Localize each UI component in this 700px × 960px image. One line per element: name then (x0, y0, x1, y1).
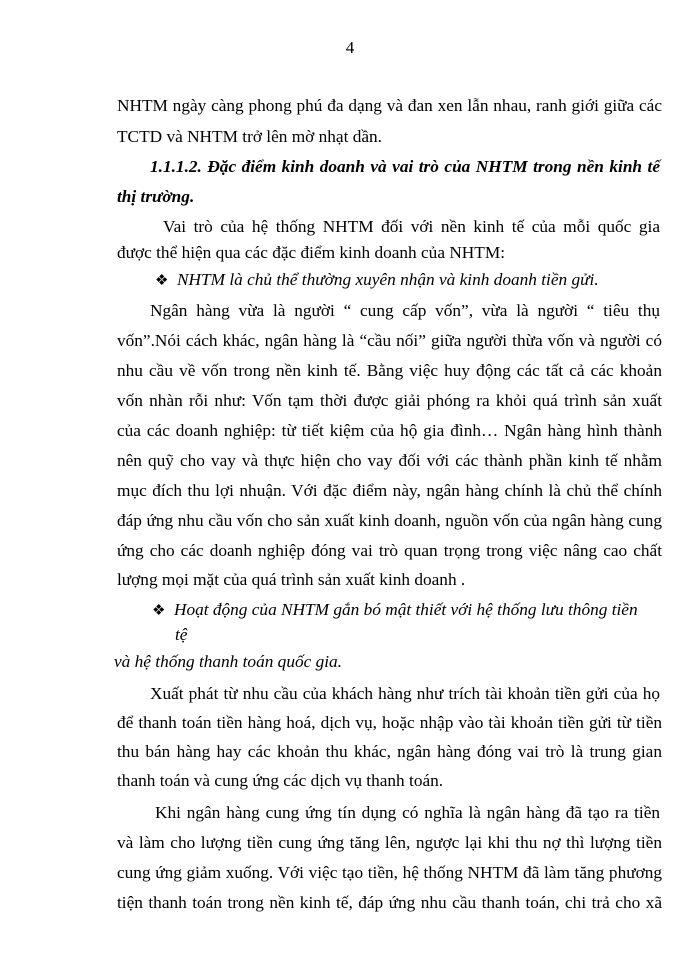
paragraph-line: lượng mọi mặt của quá trình sản xuất kinh doanh . (117, 570, 466, 589)
paragraph-line: Xuất phát từ nhu cầu của khách hàng như trích tài khoản tiền gửi của họ (150, 684, 660, 703)
bullet-item (152, 599, 660, 622)
paragraph-line: và làm cho lượng tiền cung ứng tăng lên, ngược lại khi thu nợ thì lượng tiền (117, 833, 662, 852)
paragraph-line: Khi ngân hàng cung ứng tín dụng có nghĩa là ngân hàng đã tạo ra tiền (155, 803, 660, 822)
paragraph-line: của các doanh nghiệp: từ tiết kiệm của hộ gia đình… Ngân hàng hình thành (117, 421, 662, 440)
paragraph-line: Vai trò của hệ thống NHTM đối với nền kinh tế của mỗi quốc gia (163, 217, 660, 236)
section-heading: 1.1.1.2. Đặc điểm kinh doanh và vai trò của NHTM trong nền kinh tế (150, 157, 660, 176)
paragraph-line: nên quỹ cho vay và thực hiện cho vay đối với các thành phần kinh tế nhằm (117, 451, 662, 470)
page-number: 4 (345, 38, 355, 57)
paragraph-line: được thể hiện qua các đặc điểm kinh doanh của NHTM: (117, 243, 506, 262)
paragraph-line: vốn nhàn rỗi như: Vốn tạm thời được giải phóng ra khỏi quá trình sản xuất (117, 391, 662, 410)
paragraph-line: ứng cho các doanh nghiệp đóng vai trò quan trọng trong việc nâng cao chất (117, 541, 662, 560)
paragraph-line: thanh toán và cung ứng các dịch vụ thanh toán. (117, 771, 444, 790)
paragraph-line: đáp ứng nhu cầu vốn cho sản xuất kinh doanh, nguồn vốn của ngân hàng cung (117, 511, 662, 530)
bullet-item (155, 269, 660, 292)
paragraph-line: cung ứng giảm xuống. Với việc tạo tiền, hệ thống NHTM đã làm tăng phương (117, 863, 662, 882)
paragraph-line: mục đích thu lợi nhuận. Với đặc điểm này, ngân hàng chính là chủ thể chính (117, 481, 662, 500)
paragraph-line: tiện thanh toán trong nền kinh tế, đáp ứng nhu cầu thanh toán, chi trả cho xã (117, 893, 662, 912)
paragraph-line: để thanh toán tiền hàng hoá, dịch vụ, hoặc nhập vào tài khoản tiền gửi từ tiền (117, 713, 662, 732)
diamond-bullet-icon: ❖ (155, 273, 169, 289)
paragraph-line: vốn”.Nói cách khác, ngân hàng là “cầu nối” giữa người thừa vốn và người có (117, 331, 662, 350)
paragraph-line: thu bán hàng hay các khoản thu khác, ngân hàng đóng vai trò là trung gian (117, 742, 662, 761)
paragraph-line: Ngân hàng vừa là người “ cung cấp vốn”, vừa là người “ tiêu thụ (150, 301, 660, 320)
section-heading-continued: thị trường. (117, 187, 195, 206)
paragraph-line: nhu cầu về vốn trong nền kinh tế. Bằng việc huy động các tất cả các khoản (117, 361, 662, 380)
paragraph-line: TCTD và NHTM trở lên mờ nhạt dần. (117, 127, 382, 146)
diamond-bullet-icon: ❖ (152, 603, 166, 619)
bullet-text: Hoạt động của NHTM gắn bó mật thiết với hệ thống lưu thông tiền (174, 600, 638, 619)
paragraph-line: NHTM ngày càng phong phú đa dạng và đan xen lẫn nhau, ranh giới giữa các (117, 96, 662, 115)
bullet-text: NHTM là chủ thể thường xuyên nhận và kinh doanh tiền gửi. (177, 270, 599, 289)
bullet-text-continued: và hệ thống thanh toán quốc gia. (114, 652, 342, 671)
bullet-text-wrap: tệ (175, 625, 188, 644)
